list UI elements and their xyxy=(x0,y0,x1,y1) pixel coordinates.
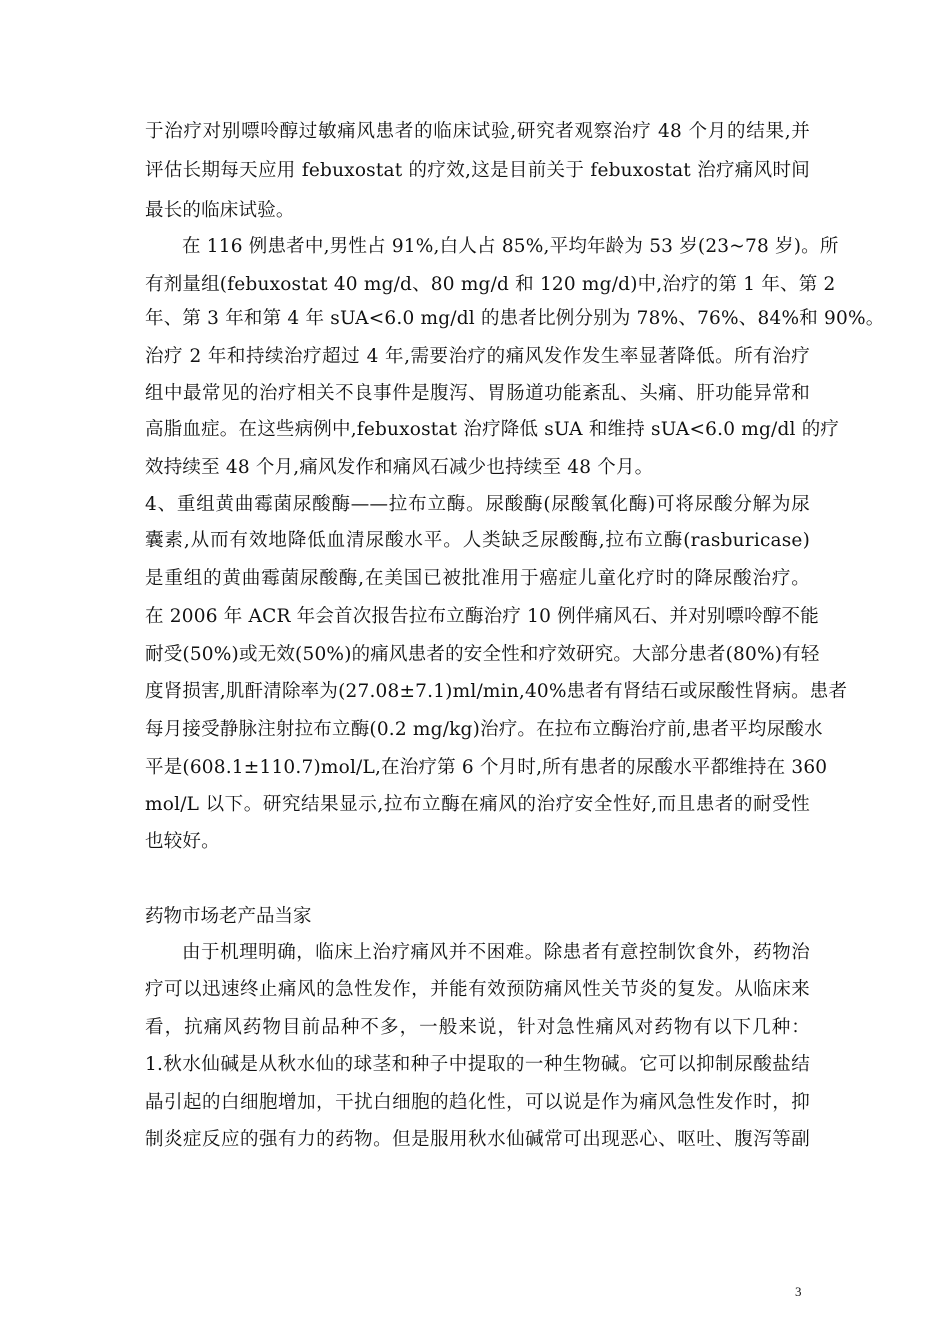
paragraph-line: 在 2006 年 ACR 年会首次报告拉布立酶治疗 10 例伴痛风石、并对别嘌呤醇不能 xyxy=(145,606,819,627)
paragraph-line: 于治疗对别嘌呤醇过敏痛风患者的临床试验,研究者观察治疗 48 个月的结果,并 xyxy=(145,121,810,142)
paragraph-line: 平是(608.1±110.7)mol/L,在治疗第 6 个月时,所有患者的尿酸水平都维持在 360 xyxy=(145,757,828,778)
paragraph-line: 囊素,从而有效地降低血清尿酸水平。人类缺乏尿酸酶,拉布立酶(rasburicase) xyxy=(145,530,810,551)
paragraph-line: 制炎症反应的强有力的药物。但是服用秋水仙碱常可出现恶心、呕吐、腹泻等副 xyxy=(145,1129,810,1150)
paragraph-line: 1.秋水仙碱是从秋水仙的球茎和种子中提取的一种生物碱。它可以抑制尿酸盐结 xyxy=(145,1054,810,1075)
paragraph-line: 高脂血症。在这些病例中,febuxostat 治疗降低 sUA 和维持 sUA<6.0 mg/dl 的疗 xyxy=(145,419,840,440)
paragraph-line: 是重组的黄曲霉菌尿酸酶,在美国已被批准用于癌症儿童化疗时的降尿酸治疗。 xyxy=(145,568,810,589)
paragraph-line: 评估长期每天应用 febuxostat 的疗效,这是目前关于 febuxostat 治疗痛风时间 xyxy=(145,160,810,181)
section-title: 药物市场老产品当家 xyxy=(145,906,312,927)
paragraph-line: 最长的临床试验。 xyxy=(145,200,295,221)
paragraph-line: 由于机理明确，临床上治疗痛风并不困难。除患者有意控制饮食外，药物治 xyxy=(182,942,810,963)
paragraph-line: 每月接受静脉注射拉布立酶(0.2 mg/kg)治疗。在拉布立酶治疗前,患者平均尿酸水 xyxy=(145,719,823,740)
paragraph-line: 有剂量组(febuxostat 40 mg/d、80 mg/d 和 120 mg/d)中,治疗的第 1 年、第 2 xyxy=(145,274,836,295)
paragraph-line: 疗可以迅速终止痛风的急性发作，并能有效预防痛风性关节炎的复发。从临床来 xyxy=(145,979,810,1000)
paragraph-line: 在 116 例患者中,男性占 91%,白人占 85%,平均年龄为 53 岁(23~78 岁)。所 xyxy=(182,236,839,257)
paragraph-line: 治疗 2 年和持续治疗超过 4 年,需要治疗的痛风发作发生率显著降低。所有治疗 xyxy=(145,346,810,367)
paragraph-line: 看，抗痛风药物目前品种不多，一般来说，针对急性痛风对药物有以下几种： xyxy=(145,1017,810,1038)
paragraph-line: 效持续至 48 个月,痛风发作和痛风石减少也持续至 48 个月。 xyxy=(145,457,654,478)
paragraph-line: 耐受(50%)或无效(50%)的痛风患者的安全性和疗效研究。大部分患者(80%)有轻 xyxy=(145,644,820,665)
paragraph-line: mol/L 以下。研究结果显示,拉布立酶在痛风的治疗安全性好,而且患者的耐受性 xyxy=(145,794,810,815)
paragraph-line: 也较好。 xyxy=(145,831,220,852)
paragraph-line: 组中最常见的治疗相关不良事件是腹泻、胃肠道功能紊乱、头痛、肝功能异常和 xyxy=(145,383,810,404)
paragraph-line: 年、第 3 年和第 4 年 sUA<6.0 mg/dl 的患者比例分别为 78%、76%、84%和 90%。 xyxy=(145,308,885,329)
page-number: 3 xyxy=(795,1284,802,1299)
paragraph-line: 晶引起的白细胞增加，干扰白细胞的趋化性，可以说是作为痛风急性发作时，抑 xyxy=(145,1092,810,1113)
paragraph-line: 4、重组黄曲霉菌尿酸酶——拉布立酶。尿酸酶(尿酸氧化酶)可将尿酸分解为尿 xyxy=(145,494,810,515)
paragraph-line: 度肾损害,肌酐清除率为(27.08±7.1)ml/min,40%患者有肾结石或尿酸性肾病。患者 xyxy=(145,681,848,702)
